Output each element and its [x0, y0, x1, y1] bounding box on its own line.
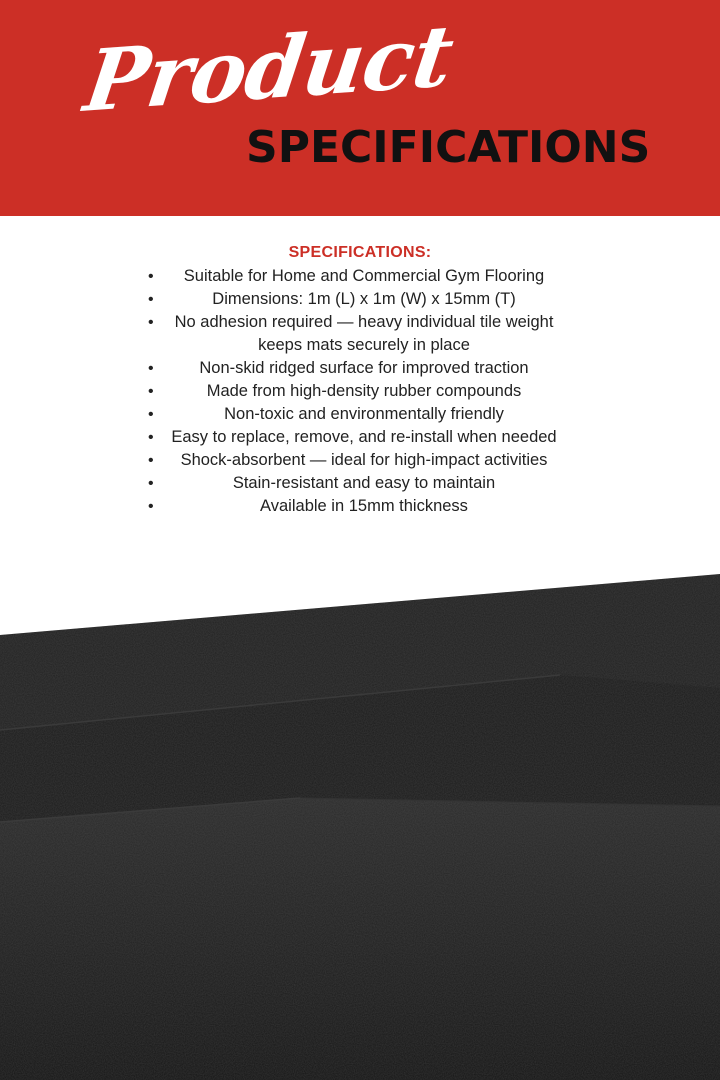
- spec-item: [140, 380, 580, 403]
- spec-text: Shock-absorbent — ideal for high-impact activities: [180, 451, 548, 469]
- spec-text: Stain-resistant and easy to maintain: [232, 474, 496, 492]
- bullet-icon: •: [148, 429, 154, 446]
- spec-item: [140, 495, 580, 518]
- spec-text: Dimensions: 1m (L) x 1m (W) x 15mm (T): [212, 290, 516, 308]
- bullet-icon: •: [148, 475, 154, 492]
- spec-text: Non-skid ridged surface for improved traction: [199, 359, 529, 377]
- spec-text: Suitable for Home and Commercial Gym Flooring: [183, 267, 545, 285]
- spec-item: [140, 311, 580, 357]
- spec-item: [140, 403, 580, 426]
- bullet-icon: •: [148, 498, 154, 515]
- spec-item: [140, 472, 580, 495]
- bullet-icon: •: [148, 314, 154, 331]
- spec-text: Non-toxic and environmentally friendly: [224, 405, 504, 423]
- bullet-icon: •: [148, 360, 154, 377]
- spec-text: Easy to replace, remove, and re-install when needed: [171, 428, 557, 446]
- spec-item: [140, 357, 580, 380]
- bullet-icon: •: [148, 452, 154, 469]
- spec-text: No adhesion required — heavy individual tile weight keeps mats securely in place: [174, 313, 554, 354]
- bullet-icon: •: [148, 291, 154, 308]
- bullet-icon: •: [148, 268, 154, 285]
- spec-item: [140, 426, 580, 449]
- bullet-icon: •: [148, 383, 154, 400]
- rubber-mats-image: [0, 560, 720, 1080]
- spec-item: [140, 288, 580, 311]
- spec-text: Made from high-density rubber compounds: [206, 382, 522, 400]
- spec-item: [140, 449, 580, 472]
- product-script-title: Product: [79, 5, 459, 132]
- specifications-heading: SPECIFICATIONS:: [288, 244, 432, 261]
- spec-item: [140, 265, 580, 288]
- header-banner: [0, 0, 720, 216]
- spec-list: [140, 265, 580, 518]
- bullet-icon: •: [148, 406, 154, 423]
- specifications-title: SPECIFICATIONS: [246, 122, 651, 173]
- specifications-section: [140, 244, 580, 518]
- spec-text: Available in 15mm thickness: [260, 497, 468, 515]
